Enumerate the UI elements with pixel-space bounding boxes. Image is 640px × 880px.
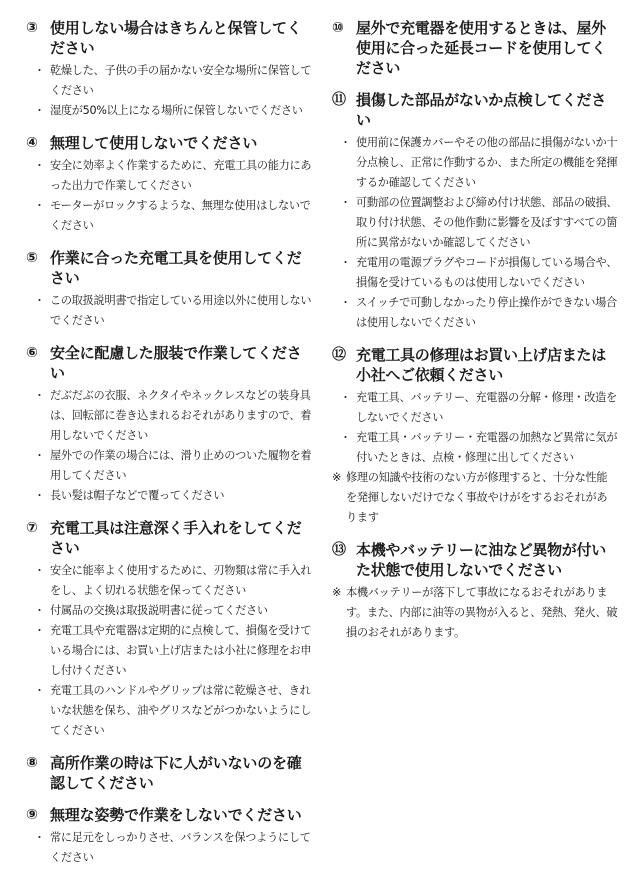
section-title: 本機やバッテリーに油など異物が付いた状態で使用しないでください xyxy=(356,541,606,579)
list-item-text: 充電工具のハンドルやグリップは常に乾燥させ、きれいな状態を保ち、油やグリスなどがつかないようにしてください xyxy=(50,684,312,737)
bullet-list xyxy=(26,156,316,236)
note-mark-icon: ※ xyxy=(332,586,342,599)
section-title: 作業に合った充電工具を使用してください xyxy=(50,249,302,287)
section-5 xyxy=(26,248,316,331)
note-body: 本機バッテリーが落下して事故になるおそれがあります。また、内部に油等の異物が入ると、発熱、発火、破損のおそれがあります。 xyxy=(346,586,618,639)
section-heading xyxy=(26,518,316,558)
section-heading xyxy=(332,540,618,580)
bullet-icon: ・ xyxy=(340,391,351,404)
bullet-icon: ・ xyxy=(34,564,45,577)
bullet-icon: ・ xyxy=(34,104,45,117)
list-item-text: 充電工具・バッテリー・充電器の加熱など異常に気が付いたときは、点検・修理に出してください xyxy=(356,431,618,464)
bullet-list xyxy=(332,388,618,468)
section-title: 無理な姿勢で作業をしないでください xyxy=(50,806,302,824)
section-11 xyxy=(332,90,618,333)
list-item-text: 常に足元をしっかりさせ、バランスを保つようにしてください xyxy=(50,831,311,864)
section-title: 損傷した部品がないか点検してください xyxy=(356,91,606,129)
list-item-text: スイッチで可動しなかったり停止操作ができない場合は使用しないでください xyxy=(356,296,617,329)
list-item-text: この取扱説明書で指定している用途以外に使用しないでください xyxy=(50,294,312,327)
list-item-text: 安全に効率よく作業するために、充電工具の能力にあった出力で作業してください xyxy=(50,159,312,192)
list-item-text: 長い髪は帽子などで覆ってください xyxy=(50,489,225,502)
bullet-icon: ・ xyxy=(34,489,45,502)
section-heading xyxy=(26,133,316,153)
list-item xyxy=(332,293,618,333)
section-title: 高所作業の時は下に人がいないのを確認してください xyxy=(50,754,302,792)
section-12 xyxy=(332,345,618,528)
list-item xyxy=(332,428,618,468)
list-item-text: 付属品の交換は取扱説明書に従ってください xyxy=(50,604,268,617)
bullet-icon: ・ xyxy=(34,199,45,212)
list-item-text: 充電工具、バッテリー、充電器の分解・修理・改造をしないでください xyxy=(356,391,617,424)
section-4 xyxy=(26,133,316,236)
list-item xyxy=(26,561,316,601)
section-10 xyxy=(332,18,618,78)
section-heading xyxy=(332,18,618,78)
list-item-text: 安全に能率よく使用するために、刃物類は常に手入れをし、よく切れる状態を保ってください xyxy=(50,564,312,597)
section-heading xyxy=(332,345,618,385)
section-7 xyxy=(26,518,316,741)
section-heading xyxy=(26,18,316,58)
list-item-text: 乾燥した、子供の手の届かない安全な場所に保管してください xyxy=(50,64,312,97)
bullet-icon: ・ xyxy=(34,604,45,617)
section-heading xyxy=(26,343,316,383)
section-heading xyxy=(26,248,316,288)
list-item-text: 屋外での作業の場合には、滑り止めのついた履物を着用してください xyxy=(50,449,312,482)
note-body: 修理の知識や技術のない方が修理すると、十分な性能を発揮しないだけでなく事故やけがをするおそれがあります xyxy=(346,471,608,524)
list-item xyxy=(26,196,316,236)
bullet-icon: ・ xyxy=(34,831,45,844)
section-number: ⑩ xyxy=(332,20,344,36)
list-item xyxy=(26,291,316,331)
list-item xyxy=(26,386,316,446)
section-title: 屋外で充電器を使用するときは、屋外使用に合った延長コードを使用してください xyxy=(356,19,606,77)
list-item-text: 充電用の電源プラグやコードが損傷している場合や、損傷を受けているものは使用しないでください xyxy=(356,256,618,289)
bullet-list xyxy=(26,291,316,331)
bullet-icon: ・ xyxy=(340,136,351,149)
list-item xyxy=(26,601,316,621)
list-item-text: 充電工具や充電器は定期的に点検して、損傷を受けている場合には、お買い上げ店または小社に修理をお申し付けください xyxy=(50,624,312,677)
list-item-text: 使用前に保護カバーやその他の部品に損傷がないか十分点検し、正常に作動するか、また所定の機能を発揮するか確認してください xyxy=(356,136,618,189)
bullet-icon: ・ xyxy=(340,256,351,269)
note-text xyxy=(332,468,618,528)
section-title: 充電工具は注意深く手入れをしてください xyxy=(50,519,302,557)
list-item xyxy=(26,828,316,868)
bullet-icon: ・ xyxy=(34,389,45,402)
section-number: ⑧ xyxy=(26,755,38,771)
list-item xyxy=(26,681,316,741)
list-item xyxy=(26,486,316,506)
list-item xyxy=(332,133,618,193)
list-item-text: 可動部の位置調整および締め付け状態、部品の破損、取り付け状態、その他作動に影響を及ぼすすべての箇所に異常がないか確認してください xyxy=(356,196,618,249)
list-item xyxy=(26,446,316,486)
bullet-icon: ・ xyxy=(340,431,351,444)
list-item xyxy=(26,156,316,196)
list-item xyxy=(26,101,316,121)
bullet-list xyxy=(26,61,316,121)
section-9 xyxy=(26,805,316,868)
section-8 xyxy=(26,753,316,793)
list-item xyxy=(26,621,316,681)
bullet-icon: ・ xyxy=(34,449,45,462)
bullet-icon: ・ xyxy=(34,624,45,637)
bullet-icon: ・ xyxy=(34,684,45,697)
note-mark-icon: ※ xyxy=(332,471,342,484)
section-heading xyxy=(26,753,316,793)
section-6 xyxy=(26,343,316,506)
list-item xyxy=(332,193,618,253)
section-13 xyxy=(332,540,618,643)
section-number: ⑨ xyxy=(26,807,38,823)
section-number: ⑪ xyxy=(332,92,346,108)
section-number: ④ xyxy=(26,135,38,151)
section-number: ⑤ xyxy=(26,250,38,266)
list-item-text: だぶだぶの衣服、ネクタイやネックレスなどの装身具は、回転部に巻き込まれるおそれがありますので、着用しないでください xyxy=(50,389,312,442)
bullet-list xyxy=(26,828,316,868)
bullet-icon: ・ xyxy=(340,196,351,209)
bullet-list xyxy=(26,561,316,741)
section-title: 無理して使用しないでください xyxy=(50,134,258,152)
bullet-icon: ・ xyxy=(34,294,45,307)
section-number: ⑫ xyxy=(332,347,346,363)
section-title: 充電工具の修理はお買い上げ店または小社へご依頼ください xyxy=(356,346,606,384)
section-number: ⑦ xyxy=(26,520,38,536)
section-title: 安全に配慮した服装で作業してください xyxy=(50,344,302,382)
list-item xyxy=(26,61,316,101)
right-column xyxy=(332,18,618,655)
section-3 xyxy=(26,18,316,121)
section-number: ③ xyxy=(26,20,38,36)
bullet-icon: ・ xyxy=(340,296,351,309)
list-item xyxy=(332,253,618,293)
section-heading xyxy=(26,805,316,825)
section-number: ⑥ xyxy=(26,345,38,361)
bullet-list xyxy=(26,386,316,506)
section-title: 使用しない場合はきちんと保管してください xyxy=(50,19,302,57)
section-heading xyxy=(332,90,618,130)
note-text xyxy=(332,583,618,643)
bullet-list xyxy=(332,133,618,333)
bullet-icon: ・ xyxy=(34,159,45,172)
section-number: ⑬ xyxy=(332,542,346,558)
bullet-icon: ・ xyxy=(34,64,45,77)
left-column xyxy=(26,18,316,880)
list-item-text: モーターがロックするような、無理な使用はしないでください xyxy=(50,199,311,232)
list-item-text: 湿度が50%以上になる場所に保管しないでください xyxy=(50,104,303,117)
list-item xyxy=(332,388,618,428)
